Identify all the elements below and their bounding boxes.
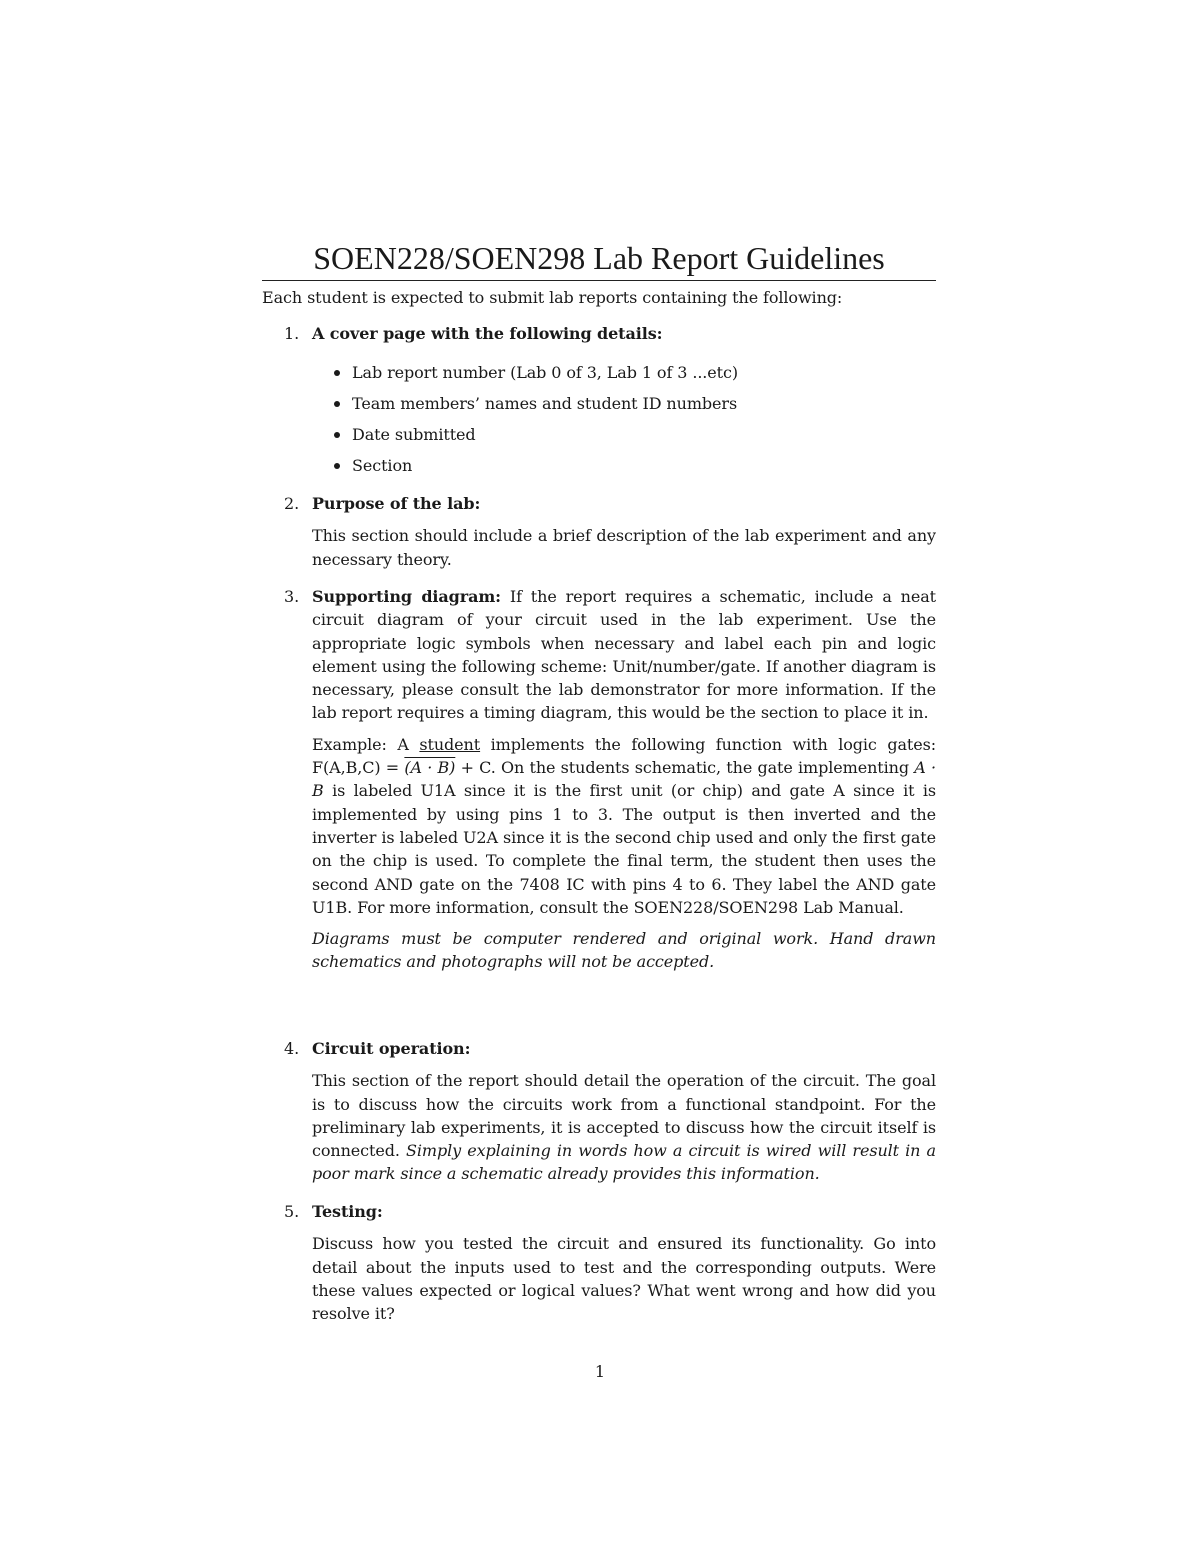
section-paragraph: Discuss how you tested the circuit and ensured its functionality. Go into detail about the inputs used to test and the corresponding outputs. Were these values expected or logical values? What went wrong and how did you resolve it? [312, 1234, 936, 1324]
section-heading: Circuit operation: [312, 1039, 471, 1058]
list-item: Team members’ names and student ID numbers [334, 393, 737, 415]
section-cover-page [284, 322, 936, 345]
section-heading: Purpose of the lab: [312, 494, 481, 513]
bullet-icon [334, 463, 340, 469]
bullet-icon [334, 370, 340, 376]
section-paragraph: This section should include a brief description of the lab experiment and any necessary theory. [312, 526, 936, 569]
list-item: Section [334, 455, 412, 477]
list-item: Date submitted [334, 424, 476, 446]
section-purpose [284, 492, 936, 571]
bullet-icon [334, 401, 340, 407]
item-number: 4. [284, 1039, 300, 1058]
section-heading: Testing: [312, 1202, 383, 1221]
item-number: 3. [284, 587, 300, 606]
section-heading: Supporting diagram: [312, 587, 501, 606]
section-heading: A cover page with the following details: [312, 324, 663, 343]
list-item: Lab report number (Lab 0 of 3, Lab 1 of 3 ...etc) [334, 362, 738, 384]
bullet-icon [334, 432, 340, 438]
intro-text: Each student is expected to submit lab reports containing the following: [262, 288, 843, 307]
item-number: 5. [284, 1202, 300, 1221]
diagram-notice: Diagrams must be computer rendered and original work. Hand drawn schematics and photographs will not be accepted. [312, 929, 936, 972]
section-supporting-diagram [284, 585, 936, 974]
page-title: SOEN228/SOEN298 Lab Report Guidelines [262, 238, 936, 281]
section-paragraph: Supporting diagram: If the report requires a schematic, include a neat circuit diagram of your circuit used in the lab experiment. Use the appropriate logic symbols when necessary and label each pin and logic element using the following scheme: Unit/number/gate. If another diagram is necessary, please consult the lab demonstrator for more information. If the lab report requires a timing diagram, this would be the section to place it in. [312, 587, 936, 723]
section-testing [284, 1200, 936, 1325]
item-number: 1. [284, 324, 300, 343]
boolean-expression: (A · B) [404, 758, 456, 778]
page-number: 1 [594, 1362, 606, 1381]
section-paragraph: This section of the report should detail the operation of the circuit. The goal is to discuss how the circuits work from a functional standpoint. For the preliminary lab experiments, it is accepted to discuss how the circuit itself is connected. Simply explaining in words how a circuit is wired will result in a poor mark since a schematic already provides this information. [312, 1071, 936, 1184]
section-circuit-operation [284, 1037, 936, 1186]
item-number: 2. [284, 494, 300, 513]
example-paragraph: Example: A student implements the following function with logic gates: F(A,B,C) = (A · B) + C. On the students schematic, the gate implementing A · B is labeled U1A since it is the first unit (or chip) and gate A since it is implemented by using pins 1 to 3. The output is then inverted and the inverter is labeled U2A since it is the second chip used and only the first gate on the chip is used. To complete the final term, the student then uses the second AND gate on the 7408 IC with pins 4 to 6. They label the AND gate U1B. For more information, consult the SOEN228/SOEN298 Lab Manual. [312, 734, 936, 917]
